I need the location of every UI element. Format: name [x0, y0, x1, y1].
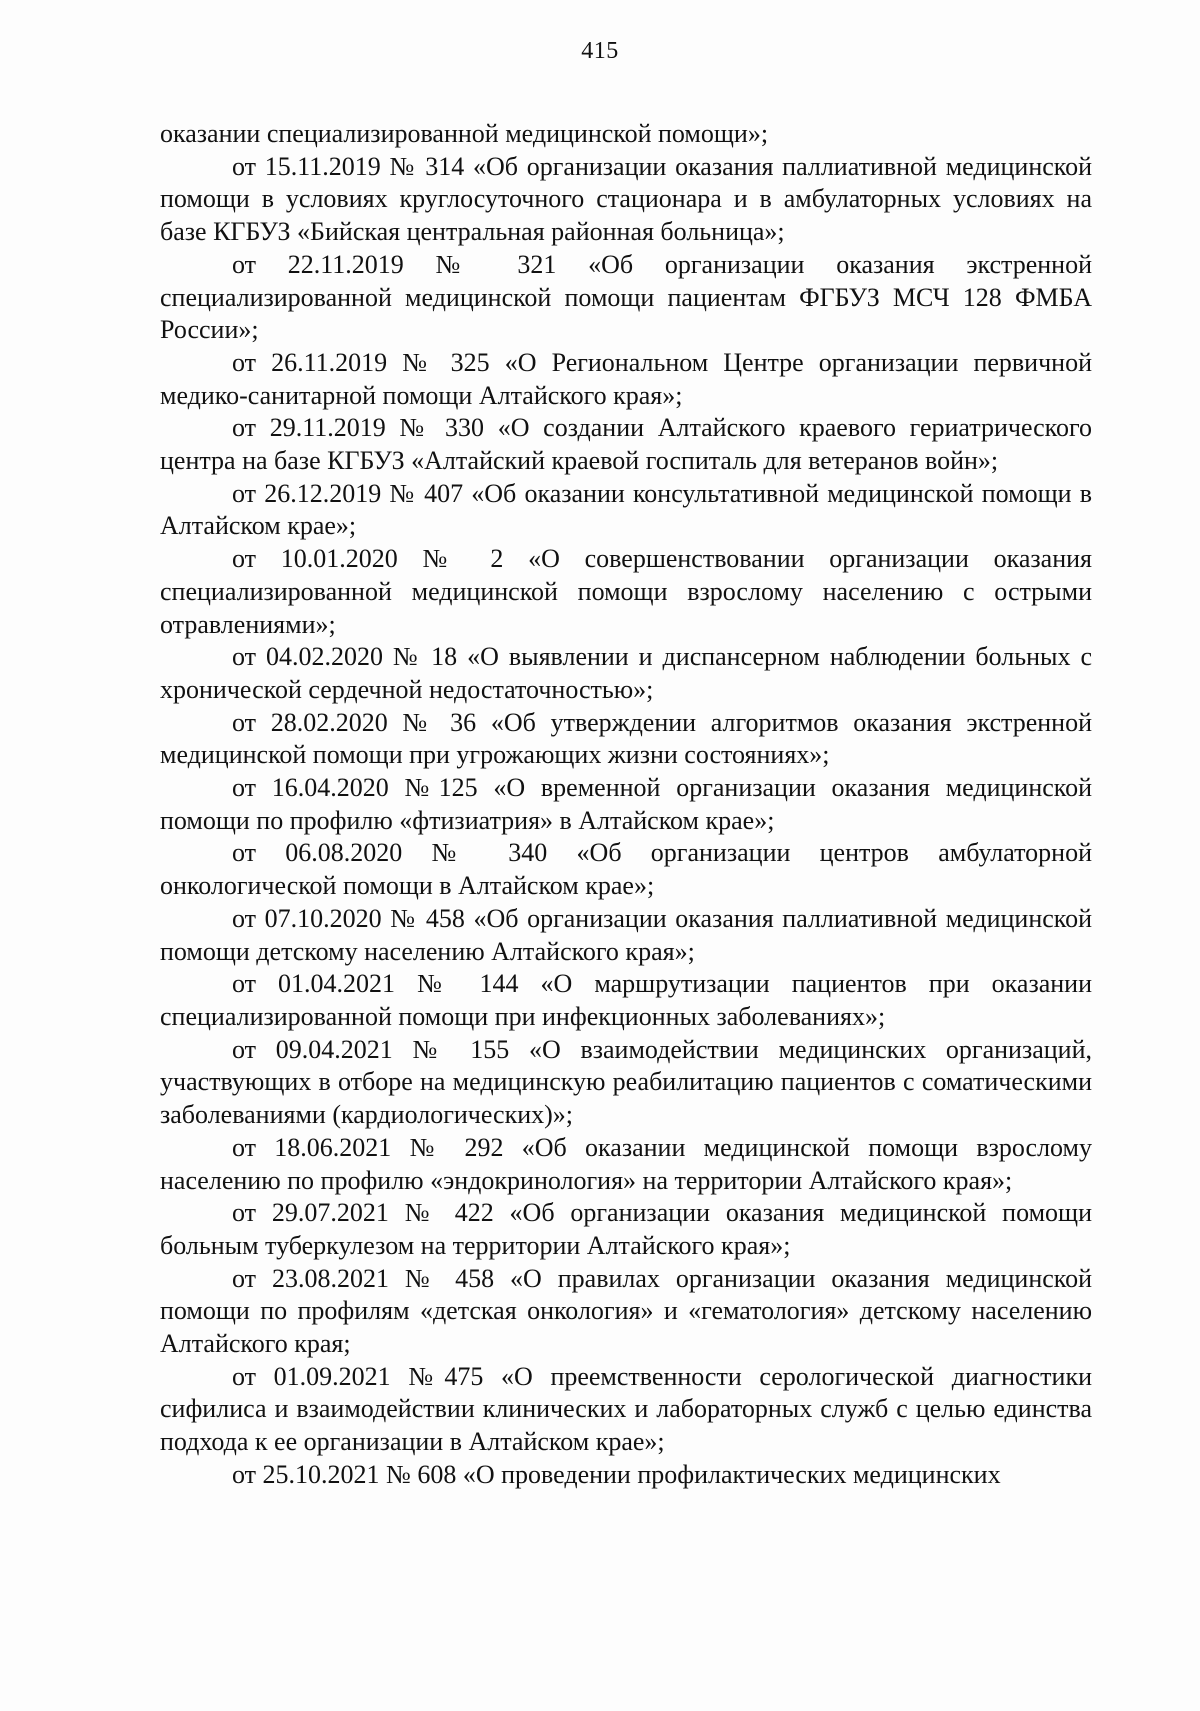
paragraph: оказании специализированной медицинской помощи»; [160, 119, 769, 148]
paragraph: от 23.08.2021 № 458 «О правилах организации оказания медицинской помощи по профилям «детская онкология» и «гематология» детскому населению Алтайского края; [160, 1263, 1092, 1359]
paragraph: от 01.09.2021 №475 «О преемственности серологической диагностики сифилиса и взаимодействии клинических и лабораторных служб с целью единства подхода к ее организации в Алтайском крае»; [160, 1361, 1092, 1457]
paragraph: от 22.11.2019 № 321 «Об организации оказания экстренной специализированной медицинской помощи пациентам ФГБУЗ МСЧ 128 ФМБА России»; [160, 249, 1092, 345]
document-body [160, 118, 1092, 1492]
paragraph: от 16.04.2020 №125 «О временной организации оказания медицинской помощи по профилю «фтизиатрия» в Алтайском крае»; [160, 773, 1092, 835]
paragraph: от 04.02.2020 № 18 «О выявлении и диспансерном наблюдении больных с хронической сердечной недостаточностью»; [160, 642, 1092, 704]
paragraph: от 29.07.2021 № 422 «Об организации оказания медицинской помощи больным туберкулезом на территории Алтайского края»; [160, 1198, 1092, 1260]
paragraph: от 26.11.2019 № 325 «О Региональном Центре организации первичной медико-санитарной помощи Алтайского края»; [160, 347, 1092, 410]
paragraph: от 09.04.2021 № 155 «О взаимодействии медицинских организаций, участвующих в отборе на медицинскую реабилитацию пациентов с соматическими заболеваниями (кардиологических)»; [160, 1034, 1092, 1130]
paragraph: от 01.04.2021 № 144 «О маршрутизации пациентов при оказании специализированной помощи при инфекционных заболеваниях»; [160, 969, 1092, 1031]
paragraph: от 25.10.2021 № 608 «О проведении профилактических медицинских [232, 1459, 1001, 1489]
paragraph: от 15.11.2019 № 314 «Об организации оказания паллиативной медицинской помощи в условиях круглосуточного стационара и в амбулаторных условиях на базе КГБУЗ «Бийская центральная районная больница»; [160, 151, 1092, 247]
paragraph: от 28.02.2020 № 36 «Об утверждении алгоритмов оказания экстренной медицинской помощи при угрожающих жизни состояниях»; [160, 707, 1092, 770]
paragraph: от 06.08.2020 № 340 «Об организации центров амбулаторной онкологической помощи в Алтайском крае»; [160, 838, 1092, 901]
paragraph: от 07.10.2020 № 458 «Об организации оказания паллиативной медицинской помощи детскому населению Алтайского края»; [160, 903, 1092, 966]
paragraph: от 18.06.2021 № 292 «Об оказании медицинской помощи взрослому населению по профилю «эндокринология» на территории Алтайского края»; [160, 1132, 1092, 1195]
page-number: 415 [581, 38, 619, 64]
paragraph: от 29.11.2019 № 330 «О создании Алтайского краевого гериатрического центра на базе КГБУЗ «Алтайский краевой госпиталь для ветеранов войн»; [160, 413, 1092, 476]
paragraph: от 10.01.2020 № 2 «О совершенствовании организации оказания специализированной медицинской помощи взрослому населению с острыми отравлениями»; [160, 544, 1092, 639]
paragraph: от 26.12.2019 № 407 «Об оказании консультативной медицинской помощи в Алтайском крае»; [160, 478, 1092, 541]
